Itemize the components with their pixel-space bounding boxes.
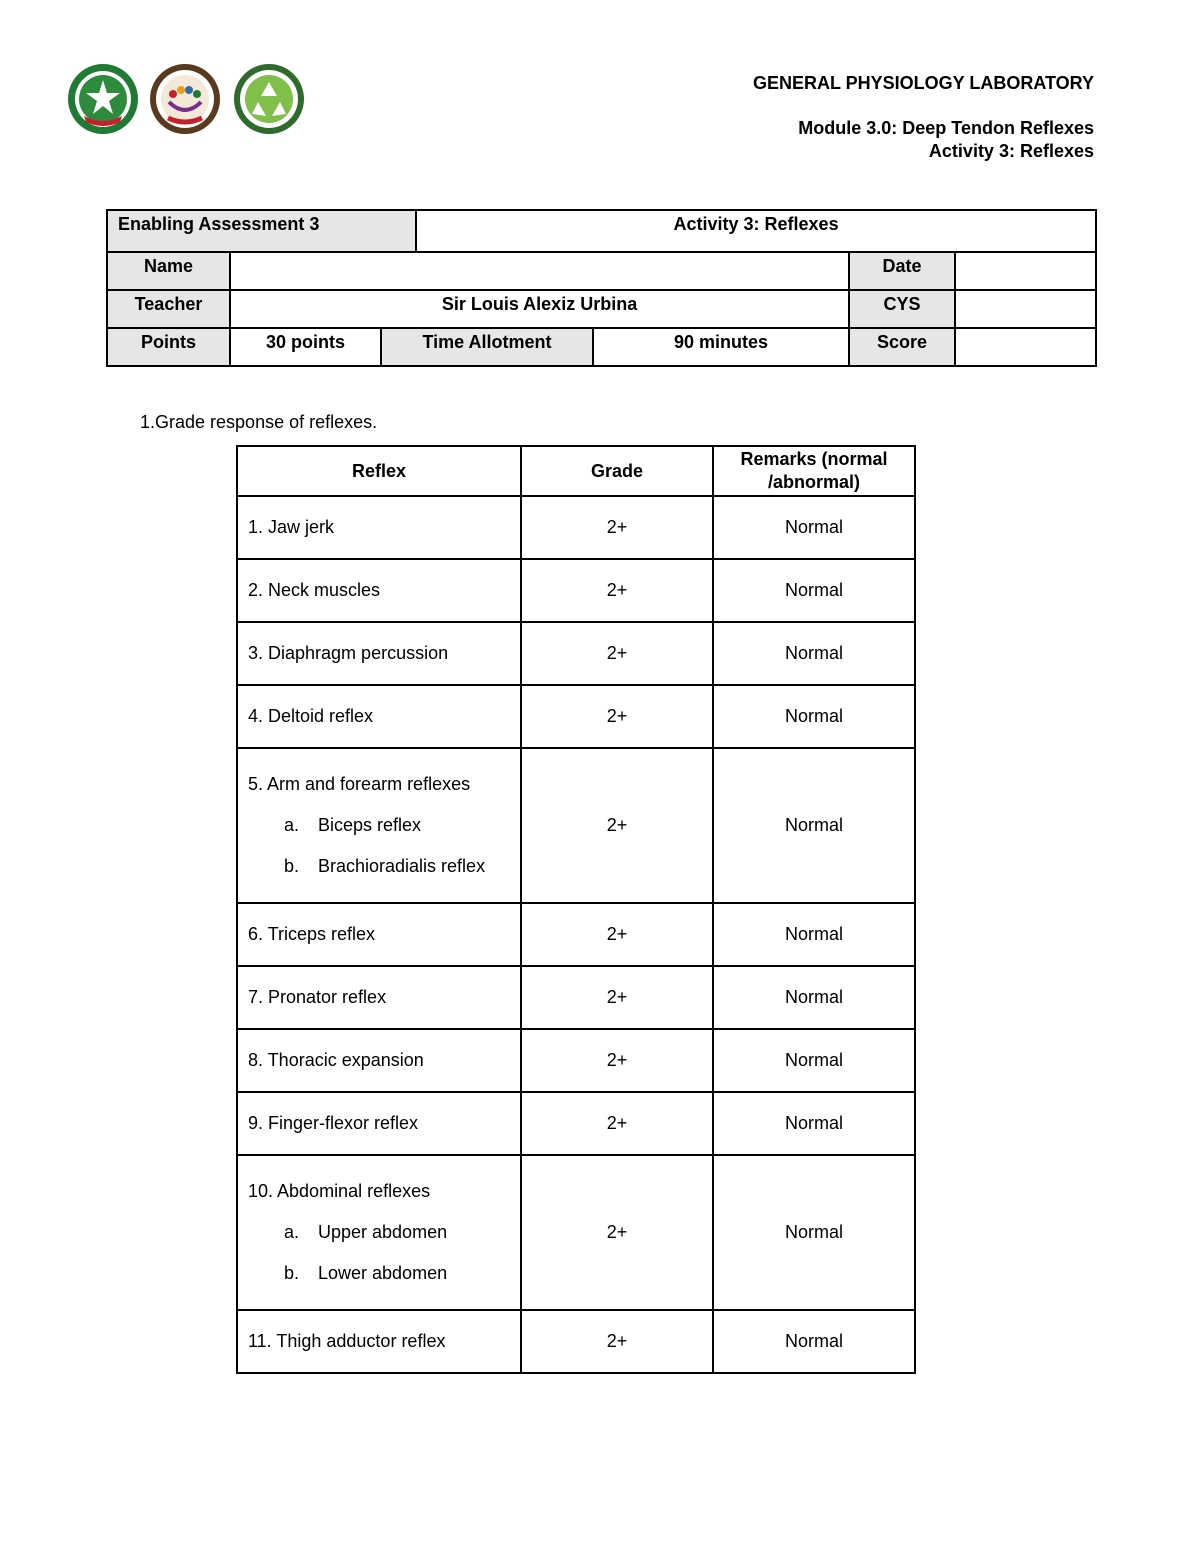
document-header bbox=[753, 72, 1094, 163]
table-row bbox=[237, 1310, 915, 1373]
remarks-cell: Normal bbox=[713, 966, 915, 1029]
date-field[interactable] bbox=[955, 252, 1096, 290]
remarks-cell: Normal bbox=[713, 903, 915, 966]
points-label: Points bbox=[107, 328, 230, 366]
remarks-cell: Normal bbox=[713, 1092, 915, 1155]
grade-cell: 2+ bbox=[521, 685, 713, 748]
grade-cell: 2+ bbox=[521, 559, 713, 622]
name-label: Name bbox=[107, 252, 230, 290]
table-row bbox=[237, 903, 915, 966]
remarks-cell: Normal bbox=[713, 622, 915, 685]
question-prompt: 1.Grade response of reflexes. bbox=[140, 412, 378, 432]
assessment-label-cell: Enabling Assessment 3 bbox=[107, 210, 416, 252]
reflex-table-header bbox=[237, 446, 915, 496]
remarks-cell: Normal bbox=[713, 1029, 915, 1092]
assessment-info-table bbox=[106, 209, 1097, 367]
university-seal-logo bbox=[66, 60, 140, 138]
reflex-cell bbox=[237, 1155, 521, 1310]
reflex-cell: 6. Triceps reflex bbox=[237, 903, 521, 966]
remarks-cell: Normal bbox=[713, 1155, 915, 1310]
reflex-name: 10. Abdominal reflexes bbox=[248, 1181, 431, 1201]
table-row bbox=[237, 966, 915, 1029]
column-header-reflex: Reflex bbox=[237, 446, 521, 496]
grade-cell: 2+ bbox=[521, 1092, 713, 1155]
table-row bbox=[237, 559, 915, 622]
column-header-grade: Grade bbox=[521, 446, 713, 496]
grade-cell: 2+ bbox=[521, 966, 713, 1029]
grade-cell: 2+ bbox=[521, 1310, 713, 1373]
time-allotment-value: 90 minutes bbox=[593, 328, 849, 366]
remarks-cell: Normal bbox=[713, 496, 915, 559]
reflex-cell: 2. Neck muscles bbox=[237, 559, 521, 622]
college-seal-logo bbox=[148, 60, 222, 138]
reflex-table bbox=[236, 445, 916, 1374]
activity-title: Activity 3: Reflexes bbox=[928, 141, 1094, 161]
reflex-cell: 11. Thigh adductor reflex bbox=[237, 1310, 521, 1373]
grade-cell: 2+ bbox=[521, 748, 713, 903]
reflex-cell: 8. Thoracic expansion bbox=[237, 1029, 521, 1092]
remarks-cell: Normal bbox=[713, 748, 915, 903]
cys-field[interactable] bbox=[955, 290, 1096, 328]
date-label: Date bbox=[849, 252, 955, 290]
score-field[interactable] bbox=[955, 328, 1096, 366]
teacher-label: Teacher bbox=[107, 290, 230, 328]
sub-reflex-b: b. Brachioradialis reflex bbox=[284, 856, 486, 876]
lab-title: GENERAL PHYSIOLOGY LABORATORY bbox=[752, 73, 1094, 93]
remarks-cell: Normal bbox=[713, 559, 915, 622]
time-allotment-label: Time Allotment bbox=[381, 328, 593, 366]
reflex-cell bbox=[237, 748, 521, 903]
reflex-cell: 7. Pronator reflex bbox=[237, 966, 521, 1029]
table-row bbox=[237, 748, 915, 903]
sub-reflex-b: b. Lower abdomen bbox=[284, 1263, 448, 1283]
department-seal-logo bbox=[232, 60, 306, 138]
remarks-cell: Normal bbox=[713, 685, 915, 748]
teacher-value: Sir Louis Alexiz Urbina bbox=[230, 290, 849, 328]
cys-label: CYS bbox=[849, 290, 955, 328]
reflex-name: 5. Arm and forearm reflexes bbox=[248, 774, 471, 794]
table-row bbox=[237, 1092, 915, 1155]
module-title: Module 3.0: Deep Tendon Reflexes bbox=[798, 118, 1094, 138]
reflex-cell: 1. Jaw jerk bbox=[237, 496, 521, 559]
reflex-cell: 9. Finger-flexor reflex bbox=[237, 1092, 521, 1155]
table-row bbox=[237, 1029, 915, 1092]
reflex-cell: 4. Deltoid reflex bbox=[237, 685, 521, 748]
sub-reflex-a: a. Upper abdomen bbox=[284, 1222, 448, 1242]
name-field[interactable] bbox=[230, 252, 849, 290]
grade-cell: 2+ bbox=[521, 622, 713, 685]
reflex-cell: 3. Diaphragm percussion bbox=[237, 622, 521, 685]
table-row bbox=[237, 496, 915, 559]
table-row bbox=[237, 1155, 915, 1310]
score-label: Score bbox=[849, 328, 955, 366]
grade-cell: 2+ bbox=[521, 1029, 713, 1092]
table-row bbox=[237, 622, 915, 685]
grade-cell: 2+ bbox=[521, 1155, 713, 1310]
sub-reflex-a: a. Biceps reflex bbox=[284, 815, 422, 835]
remarks-cell: Normal bbox=[713, 1310, 915, 1373]
grade-cell: 2+ bbox=[521, 903, 713, 966]
activity-cell: Activity 3: Reflexes bbox=[416, 210, 1096, 252]
column-header-remarks: Remarks (normal /abnormal) bbox=[713, 446, 915, 496]
table-row bbox=[237, 685, 915, 748]
grade-cell: 2+ bbox=[521, 496, 713, 559]
points-value: 30 points bbox=[230, 328, 381, 366]
